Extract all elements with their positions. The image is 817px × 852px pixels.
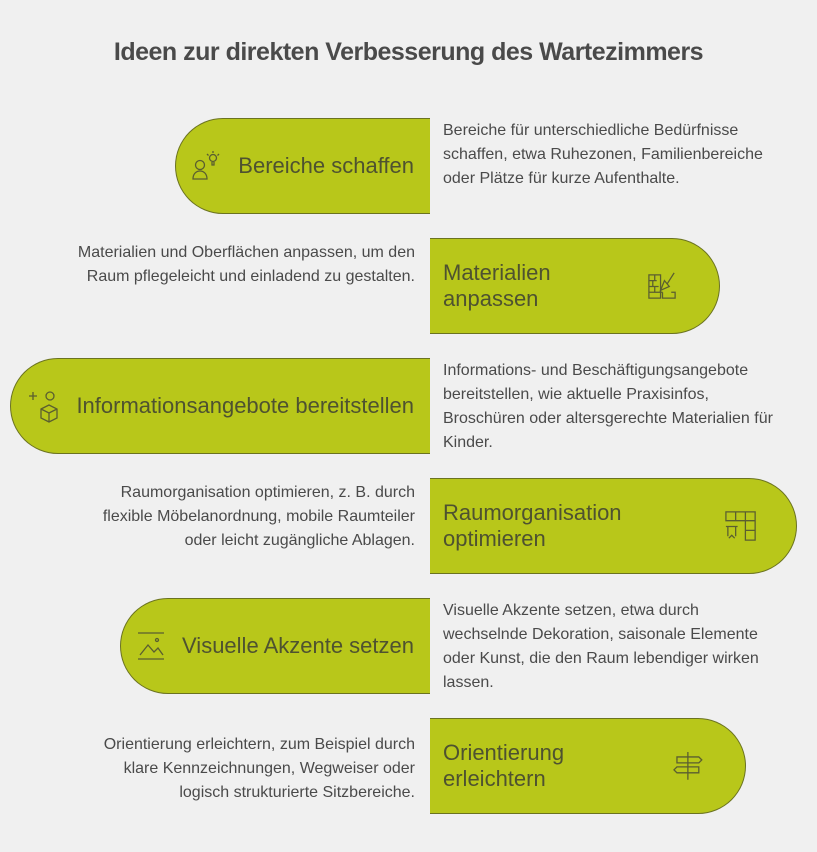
pill-label: Informationsangebote bereitstellen: [76, 393, 414, 418]
pill-raumorganisation: [430, 478, 797, 574]
description-visuelle-akzente: Visuelle Akzente setzen, etwa durch wechselnde Dekoration, saisonale Elemente oder Kunst, die den Raum lebendiger wirken lassen.: [443, 602, 759, 691]
floor-plan-icon: [723, 509, 756, 543]
pill-materialien-anpassen: [430, 238, 720, 334]
signpost-icon: [671, 749, 705, 783]
pill-label: Bereiche schaffen: [238, 153, 414, 178]
landscape-picture-icon: [134, 629, 168, 663]
pill-label: Orientierung erleichtern: [443, 740, 565, 791]
description-raumorganisation: Raumorganisation optimieren, z. B. durch flexible Möbelanordnung, mobile Raumteiler oder leicht zugängliche Ablagen.: [102, 484, 415, 549]
pill-orientierung: [430, 718, 746, 814]
person-lightbulb-icon: [190, 149, 224, 183]
pill-informationsangebote: [10, 358, 430, 454]
info-box-icon: [28, 389, 62, 423]
pill-label: Visuelle Akzente setzen: [182, 633, 414, 658]
brick-wall-trowel-icon: [646, 269, 679, 303]
pill-bereiche-schaffen: [175, 118, 430, 214]
pill-label: Materialien anpassen: [443, 260, 551, 311]
description-materialien-anpassen: Materialien und Oberflächen anpassen, um den Raum pflegeleicht und einladend zu gestalten.: [77, 244, 415, 285]
description-orientierung: Orientierung erleichtern, zum Beispiel durch klare Kennzeichnungen, Wegweiser oder logisch strukturierte Sitzbereiche.: [103, 736, 415, 801]
pill-label: Raumorganisation optimieren: [443, 500, 622, 551]
page-title: Ideen zur direkten Verbesserung des Wartezimmers: [113, 38, 704, 66]
pill-visuelle-akzente: [120, 598, 430, 694]
description-bereiche-schaffen: Bereiche für unterschiedliche Bedürfnisse schaffen, etwa Ruhezonen, Familienbereiche oder Plätze für kurze Aufenthalte.: [443, 122, 763, 187]
description-informationsangebote: Informations- und Beschäftigungsangebote bereitstellen, wie aktuelle Praxisinfos, Broschüren oder altersgerechte Materialien für Kinder.: [443, 362, 773, 451]
